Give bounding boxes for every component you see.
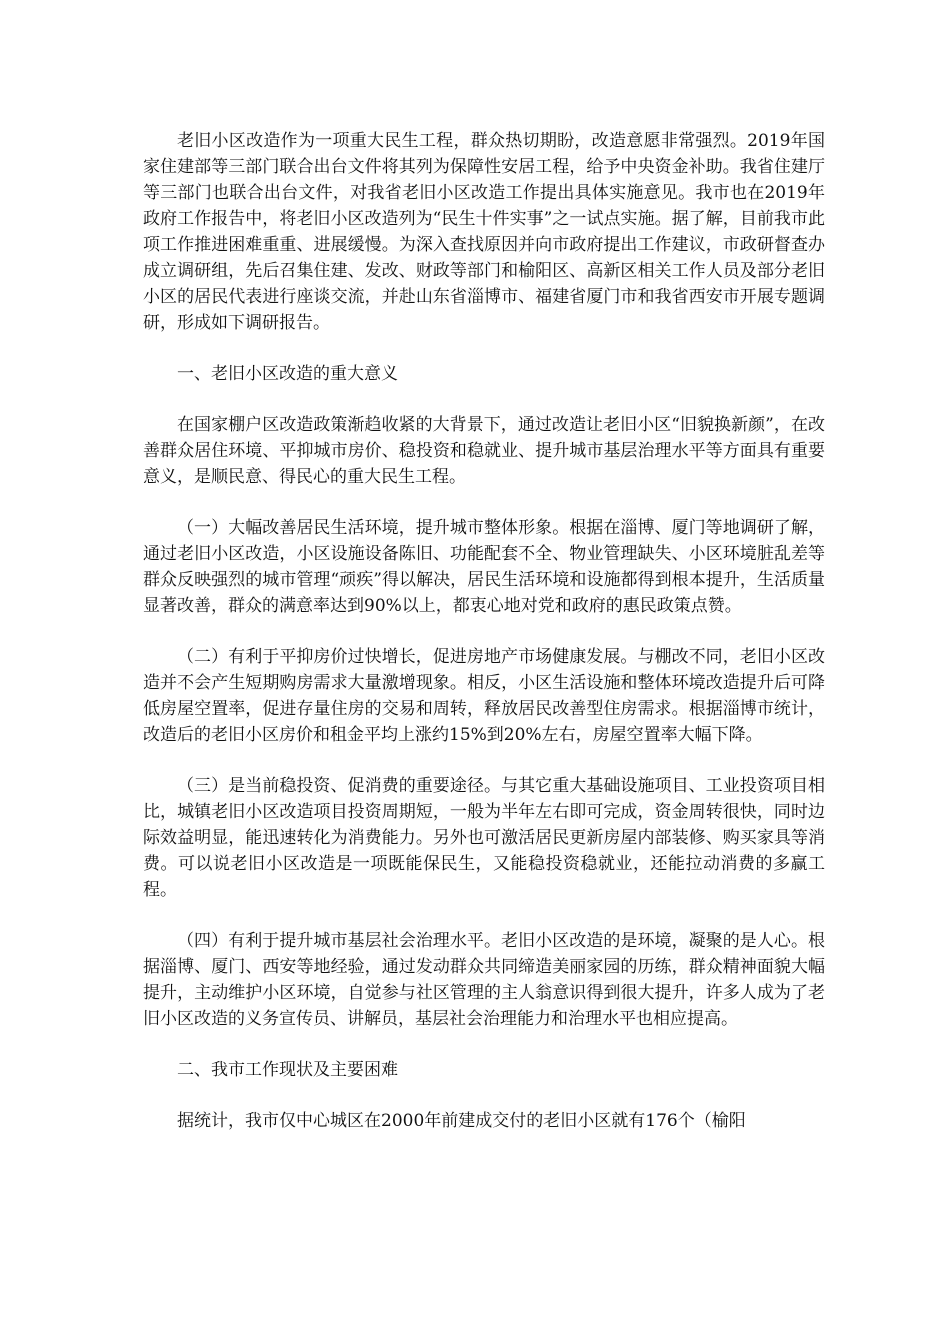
document-body bbox=[143, 128, 825, 1159]
section-heading-1: 一、老旧小区改造的重大意义 bbox=[177, 364, 398, 384]
section-1-intro-paragraph: 在国家棚户区改造政策渐趋收紧的大背景下，通过改造让老旧小区“旧貌换新颜”，在改善群众居住环境、平抑城市房价、稳投资和稳就业、提升城市基层治理水平等方面具有重要意义，是顺民意、得民心的重大民生工程。 bbox=[143, 415, 825, 487]
section-heading-2: 二、我市工作现状及主要困难 bbox=[177, 1060, 398, 1080]
intro-paragraph: 老旧小区改造作为一项重大民生工程，群众热切期盼，改造意愿非常强烈。2019年国家住建部等三部门联合出台文件将其列为保障性安居工程，给予中央资金补助。我省住建厅等三部门也联合出台文件，对我省老旧小区改造工作提出具体实施意见。我市也在2019年政府工作报告中，将老旧小区改造列为“民生十件实事”之一试点实施。据了解，目前我市此项工作推进困难重重、进展缓慢。为深入查找原因并向市政府提出工作建议，市政研督查办成立调研组，先后召集住建、发改、财政等部门和榆阳区、高新区相关工作人员及部分老旧小区的居民代表进行座谈交流，并赴山东省淄博市、福建省厦门市和我省西安市开展专题调研，形成如下调研报告。 bbox=[143, 131, 825, 333]
point-3-paragraph: （三）是当前稳投资、促消费的重要途径。与其它重大基础设施项目、工业投资项目相比，城镇老旧小区改造项目投资周期短，一般为半年左右即可完成，资金周转很快，同时边际效益明显，能迅速转化为消费能力。另外也可激活居民更新房屋内部装修、购买家具等消费。可以说老旧小区改造是一项既能保民生，又能稳投资稳就业，还能拉动消费的多赢工程。 bbox=[143, 776, 825, 900]
section-2-paragraph: 据统计，我市仅中心城区在2000年前建成交付的老旧小区就有176个（榆阳 bbox=[177, 1111, 746, 1131]
point-2-paragraph: （二）有利于平抑房价过快增长，促进房地产市场健康发展。与棚改不同，老旧小区改造并不会产生短期购房需求大量激增现象。相反，小区生活设施和整体环境改造提升后可降低房屋空置率，促进存量住房的交易和周转，释放居民改善型住房需求。根据淄博市统计，改造后的老旧小区房价和租金平均上涨约15%到20%左右，房屋空置率大幅下降。 bbox=[143, 647, 825, 745]
point-1-paragraph: （一）大幅改善居民生活环境，提升城市整体形象。根据在淄博、厦门等地调研了解，通过老旧小区改造，小区设施设备陈旧、功能配套不全、物业管理缺失、小区环境脏乱差等群众反映强烈的城市管理“顽疾”得以解决，居民生活环境和设施都得到根本提升，生活质量显著改善，群众的满意率达到90%以上，都衷心地对党和政府的惠民政策点赞。 bbox=[143, 518, 825, 616]
point-4-paragraph: （四）有利于提升城市基层社会治理水平。老旧小区改造的是环境，凝聚的是人心。根据淄博、厦门、西安等地经验，通过发动群众共同缔造美丽家园的历练，群众精神面貌大幅提升，主动维护小区环境，自觉参与社区管理的主人翁意识得到很大提升，许多人成为了老旧小区改造的义务宣传员、讲解员，基层社会治理能力和治理水平也相应提高。 bbox=[143, 931, 825, 1029]
